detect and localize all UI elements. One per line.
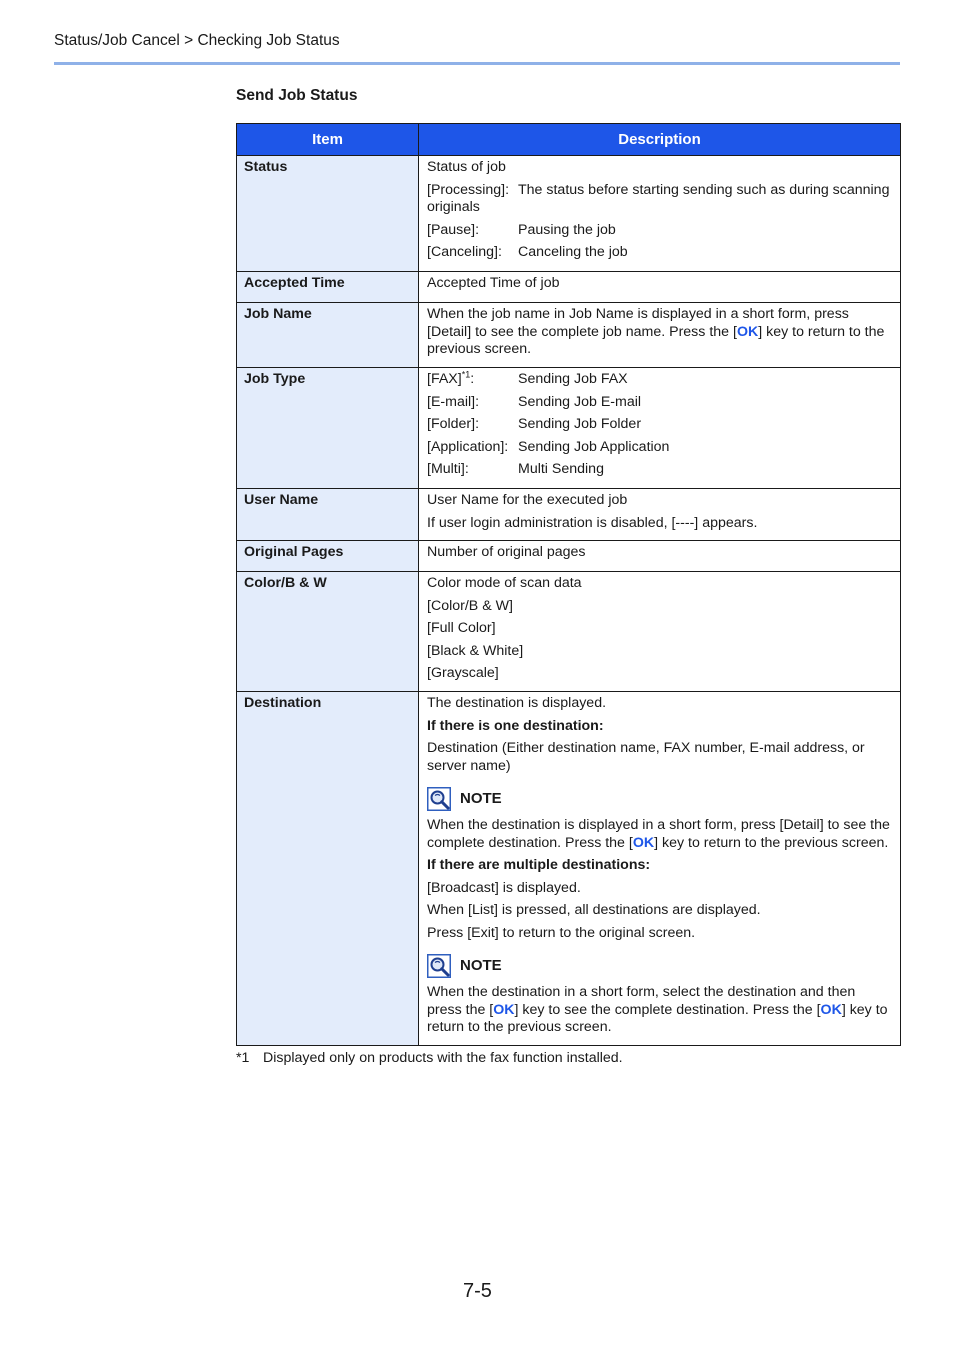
table-row-original-pages (237, 541, 901, 572)
fax-key: [FAX] (427, 371, 462, 387)
item-label: Destination (237, 692, 419, 1046)
note-text-part: When the destination is displayed in a short form, press [Detail] to see the complete destination. Press the [ (427, 817, 890, 851)
item-description (419, 303, 901, 368)
job-type-entry-multi (427, 461, 893, 479)
job-name-text-end: ] key to return to the previous screen. (427, 323, 885, 357)
status-entry-processing (427, 182, 893, 200)
ok-key: OK (632, 834, 655, 851)
footnote-mark: *1 (236, 1050, 250, 1066)
item-label: User Name (237, 489, 419, 541)
item-description (419, 489, 901, 541)
note-label: NOTE (460, 790, 502, 808)
note-label: NOTE (460, 957, 502, 975)
table-row-destination (237, 692, 901, 1046)
job-type-entry-folder (427, 416, 893, 434)
entry-key: [Canceling]: (427, 244, 502, 260)
table-row-color-bw (237, 572, 901, 692)
note-text-part: ] key to return to the previous screen. (427, 1001, 888, 1035)
note-text (427, 817, 893, 852)
note-magnifier-icon (427, 787, 451, 811)
status-entry-pause (427, 222, 893, 240)
footnote (236, 1050, 623, 1066)
note-text (427, 984, 893, 1037)
entry-value: Canceling the job (518, 244, 628, 260)
multiple-destinations-line: [Broadcast] is displayed. (427, 879, 581, 896)
page-number: 7-5 (463, 1280, 492, 1302)
table-row-status (237, 156, 901, 272)
item-description (419, 572, 901, 692)
entry-value: Sending Job E-mail (518, 393, 642, 410)
footnote-text: Displayed only on products with the fax function installed. (263, 1050, 623, 1066)
column-header-description: Description (419, 124, 901, 156)
status-intro: Status of job (427, 159, 506, 175)
ok-key: OK (493, 1001, 515, 1018)
entry-value: Sending Job Folder (518, 416, 642, 432)
entry-key: [Processing]: (427, 181, 510, 198)
item-description: Number of original pages (419, 541, 901, 572)
color-option: [Full Color] (427, 620, 496, 636)
item-description: Accepted Time of job (419, 272, 901, 303)
color-option: [Color/B & W] (427, 597, 513, 614)
breadcrumb: Status/Job Cancel > Checking Job Status (54, 32, 340, 49)
note-text-part: ] key to return to the previous screen. (654, 834, 889, 851)
destination-intro: The destination is displayed. (427, 695, 607, 711)
status-entry-canceling (427, 244, 893, 262)
multiple-destinations-heading: If there are multiple destinations: (427, 857, 651, 873)
note-heading (427, 787, 893, 811)
footnote-reference: *1 (461, 369, 471, 380)
item-description (419, 156, 901, 272)
section-title: Send Job Status (236, 87, 358, 104)
send-job-status-table (236, 123, 901, 1046)
item-label: Job Name (237, 303, 419, 368)
item-label: Job Type (237, 368, 419, 489)
multiple-destinations-line: Press [Exit] to return to the original screen. (427, 924, 696, 941)
table-row-accepted-time (237, 272, 901, 303)
table-header-row (237, 124, 901, 156)
entry-key: [Multi]: (427, 461, 469, 477)
user-name-line: User Name for the executed job (427, 492, 628, 508)
color-option: [Black & White] (427, 642, 524, 659)
entry-value: The status before starting sending such as during scanning (518, 181, 890, 198)
note-text-part: ] key to see the complete destination. Press the [ (514, 1001, 821, 1018)
color-option: [Grayscale] (427, 665, 499, 681)
entry-value: Sending Job FAX (518, 371, 628, 387)
entry-key: [E-mail]: (427, 393, 480, 410)
color-intro: Color mode of scan data (427, 575, 582, 591)
one-destination-description: Destination (Either destination name, FAX number, E-mail address, or server name) (427, 740, 865, 774)
entry-key (427, 371, 518, 389)
note-heading (427, 954, 893, 978)
multiple-destinations-line: When [List] is pressed, all destinations are displayed. (427, 902, 761, 918)
item-label: Status (237, 156, 419, 272)
one-destination-heading: If there is one destination: (427, 717, 604, 734)
table-row-job-name (237, 303, 901, 368)
note-magnifier-icon (427, 954, 451, 978)
entry-key: [Pause]: (427, 221, 480, 238)
entry-key: [Application]: (427, 438, 509, 455)
item-label: Accepted Time (237, 272, 419, 303)
header-rule (54, 62, 900, 65)
table-row-user-name (237, 489, 901, 541)
ok-key: OK (736, 323, 759, 340)
item-description (419, 368, 901, 489)
job-name-text: When the job name in Job Name is displayed in a short form, press [Detail] to see the complete job name. Press the [ (427, 306, 849, 340)
note-text-part: When the destination in a short form, select the destination and then press the [ (427, 984, 856, 1018)
entry-value: Sending Job Application (518, 438, 670, 455)
status-entry-processing-continued: originals (427, 199, 480, 215)
entry-value: Multi Sending (518, 461, 604, 477)
entry-value: Pausing the job (518, 221, 616, 238)
item-description (419, 692, 901, 1046)
job-type-entry-application (427, 439, 893, 457)
column-header-item: Item (237, 124, 419, 156)
item-label: Color/B & W (237, 572, 419, 692)
job-type-entry-fax (427, 371, 893, 389)
item-label: Original Pages (237, 541, 419, 572)
entry-key: [Folder]: (427, 416, 480, 432)
fax-colon: : (470, 371, 475, 387)
ok-key: OK (820, 1001, 842, 1018)
user-name-line: If user login administration is disabled, [----] appears. (427, 514, 758, 531)
table-row-job-type (237, 368, 901, 489)
job-type-entry-email (427, 394, 893, 412)
